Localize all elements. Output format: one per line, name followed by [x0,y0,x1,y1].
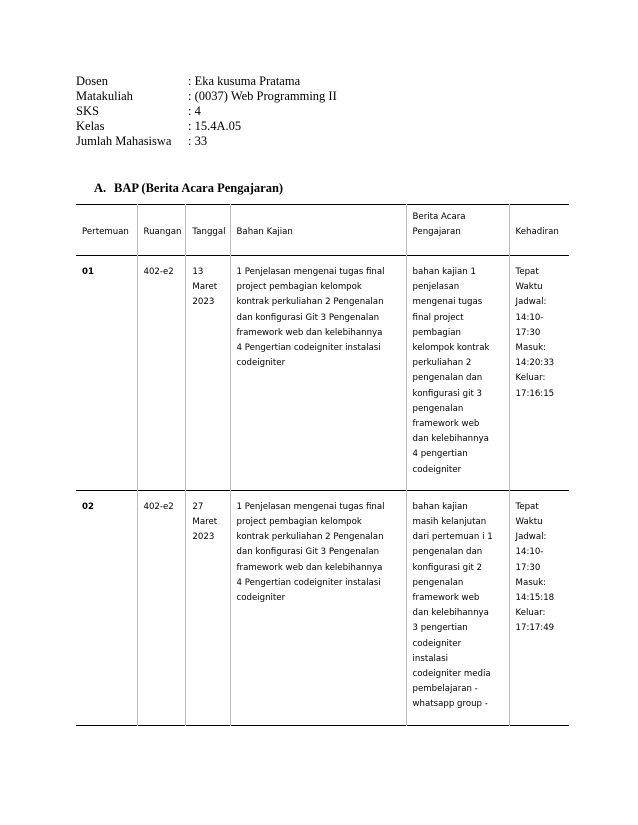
info-value: : Eka kusuma Pratama [188,74,301,88]
cell-line: konfigurasi git 2 [412,562,483,573]
cell-line: codeigniter media [412,669,491,680]
cell-line: 3 pengertian [412,623,468,634]
cell-line: Tepat [515,501,539,512]
cell-line: Keluar: [515,373,546,384]
cell-line: Masuk: [515,577,547,588]
cell-tanggal [186,256,230,491]
header-berita-acara [406,205,509,256]
cell-ruangan: 402-e2 [137,256,186,491]
cell-line: framework web dan kelebihannya [236,327,383,338]
header-bahan-kajian: Bahan Kajian [230,205,406,256]
cell-ruangan: 402-e2 [137,490,186,725]
cell-line: dan kelebihannya [412,434,489,445]
cell-line: framework web [412,593,480,604]
info-label: Kelas [76,119,105,133]
cell-berita-acara [406,490,509,725]
header-kehadiran: Kehadiran [515,227,559,237]
info-row-matakuliah [76,89,337,104]
info-row-kelas [76,119,337,134]
info-label: Jumlah Mahasiswa [76,134,172,148]
section-title [94,181,283,196]
cell-line: codeigniter [236,593,286,604]
cell-line: bahan kajian 1 [412,267,476,277]
info-value: : 33 [188,134,208,148]
cell-line: masih kelanjutan [412,517,487,528]
cell-line: konfigurasi git 3 [412,388,483,399]
header-line: Pengajaran [412,227,461,237]
cell-line: kontrak perkuliahan 2 Pengenalan [236,297,384,308]
cell-pertemuan: 02 [76,490,137,725]
cell-line: 1 Penjelasan mengenai tugas final [236,267,385,277]
table-row [76,256,569,491]
table-row [76,490,569,725]
info-label: SKS [76,104,99,118]
cell-line: Maret [192,517,218,528]
cell-line: 4 pengertian [412,449,468,460]
info-value: : 15.4A.05 [188,119,242,133]
bap-table [76,204,569,726]
cell-berita-acara [406,256,509,491]
cell-line: pembagian [412,327,461,338]
info-value: : 4 [188,104,201,118]
cell-pertemuan: 01 [76,256,137,491]
cell-line: pengenalan dan [412,547,483,558]
cell-kehadiran [509,256,569,491]
table-header-row [76,205,569,256]
cell-line: dan konfigurasi Git 3 Pengenalan [236,547,380,558]
header-pertemuan: Pertemuan [76,205,137,256]
cell-line: 14:15:18 [515,593,555,604]
cell-line: codeigniter [412,638,462,649]
info-value: : (0037) Web Programming II [188,89,337,103]
header-ruangan: Ruangan [137,205,186,256]
section-title-text: BAP (Berita Acara Pengajaran) [114,181,284,195]
cell-line: Waktu [515,517,543,528]
header-line: Berita Acara [412,212,466,222]
cell-line: whatsapp group - [412,699,488,710]
cell-line: dan kelebihannya [412,608,489,619]
cell-line: Jadwal: [515,297,547,308]
cell-line: Waktu [515,282,543,293]
cell-line: instalasi [412,653,448,664]
cell-line: Jadwal: [515,532,547,543]
cell-line: 13 [192,267,204,277]
course-info [76,74,337,149]
cell-line: project pembagian kelompok [236,282,362,293]
cell-bahan-kajian [230,256,406,491]
cell-line: Masuk: [515,343,547,354]
cell-line: codeigniter [412,464,462,475]
cell-line: pembelajaran - [412,684,478,695]
cell-line: framework web [412,419,480,430]
info-row-sks [76,104,337,119]
cell-line: perkuliahan 2 [412,358,472,369]
cell-line: project pembagian kelompok [236,517,362,528]
cell-kehadiran [509,490,569,725]
info-label: Dosen [76,74,108,88]
cell-line: 17:30 [515,327,541,338]
cell-line: codeigniter [236,358,286,369]
header-tanggal: Tanggal [186,205,230,256]
section-number: A. [94,181,107,195]
cell-line: Maret [192,282,218,293]
cell-line: kelompok kontrak [412,343,490,354]
cell-line: pengenalan [412,577,464,588]
cell-line: pengenalan dan [412,373,483,384]
cell-line: mengenai tugas [412,297,483,308]
cell-line: 2023 [192,297,215,308]
cell-line: Keluar: [515,608,546,619]
cell-line: pengenalan [412,403,464,414]
cell-bahan-kajian [230,490,406,725]
cell-line: 17:16:15 [515,388,555,399]
info-label: Matakuliah [76,89,133,103]
cell-line: 2023 [192,532,215,543]
cell-line: 14:20:33 [515,358,555,369]
cell-line: 1 Penjelasan mengenai tugas final [236,501,385,512]
cell-line: 4 Pengertian codeigniter instalasi [236,577,381,588]
cell-line: 14:10- [515,312,544,323]
info-row-dosen [76,74,337,89]
cell-line: 4 Pengertian codeigniter instalasi [236,343,381,354]
cell-line: framework web dan kelebihannya [236,562,383,573]
cell-line: 27 [192,501,204,512]
table-body [76,256,569,726]
cell-line: penjelasan [412,282,460,293]
cell-line: 14:10- [515,547,544,558]
cell-line: kontrak perkuliahan 2 Pengenalan [236,532,384,543]
cell-line: Tepat [515,267,539,277]
cell-line: bahan kajian [412,501,468,512]
cell-line: 17:17:49 [515,623,555,634]
cell-line: final project [412,312,464,323]
cell-line: 17:30 [515,562,541,573]
cell-line: dan konfigurasi Git 3 Pengenalan [236,312,380,323]
info-row-jumlah-mahasiswa [76,134,337,149]
cell-line: dari pertemuan i 1 [412,532,493,543]
cell-tanggal [186,490,230,725]
